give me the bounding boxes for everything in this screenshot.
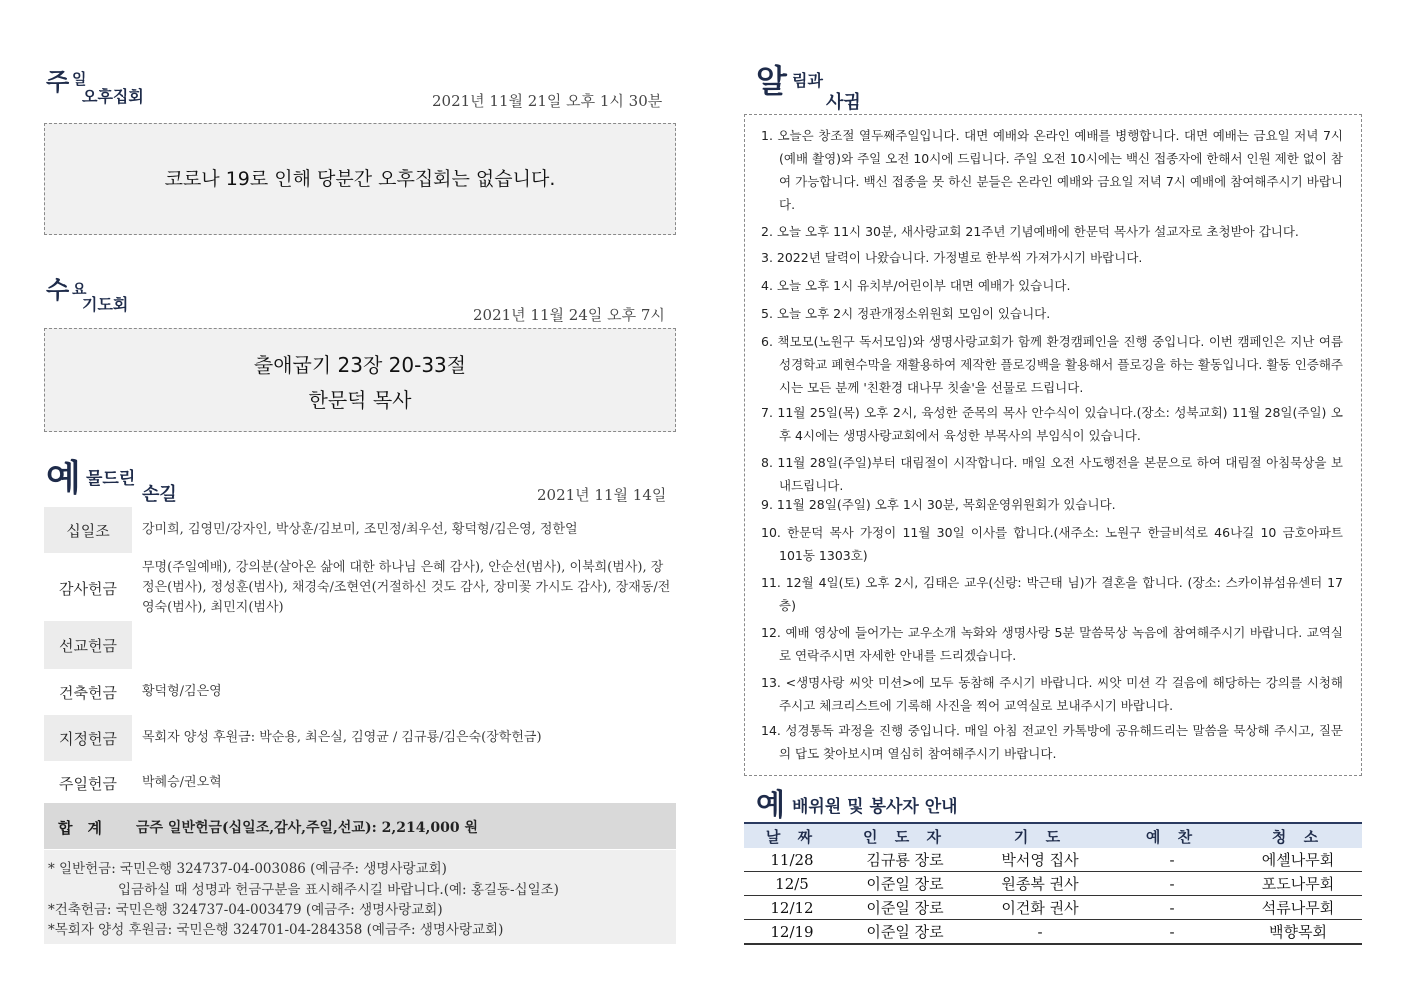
offering-value: 강미희, 김영민/강자인, 박상훈/김보미, 조민정/최우선, 황덕형/김은영, 정한얼 [142,522,578,537]
offering-date: 2021년 11월 14일 [537,486,667,504]
sunday-afternoon-date: 2021년 11월 21일 오후 1시 30분 [432,92,663,110]
offering-label: 선교헌금 [44,621,132,669]
staff-cell: 에셀나무회 [1234,848,1362,872]
staff-cell: 백향목회 [1234,920,1362,945]
wednesday-scripture: 출애굽기 23장 20-33절 [253,353,467,377]
offering-account-notes [44,850,676,944]
announcement-item [761,719,1343,765]
staff-table [744,822,1362,945]
announcements-heading [756,56,896,114]
announcement-text: 5. 오늘 오후 2시 정관개정소위원회 모임이 있습니다. [761,306,1051,321]
offering-row [44,763,676,803]
sunday-afternoon-heading [46,62,186,106]
staff-cell: 12/5 [744,872,840,896]
wednesday-prayer-heading [46,270,186,314]
announcement-item [761,302,1343,325]
staff-cell: 포도나무회 [1234,872,1362,896]
heading-part: 손길 [142,484,177,505]
account-note: 입금하실 때 성명과 헌금구분을 표시해주시길 바랍니다.(예: 홍길동-십일조) [118,882,559,898]
offering-label: 지정헌금 [44,715,132,761]
wednesday-sermon-box [44,328,676,432]
announcement-text: 2. 오늘 오후 11시 30분, 새사랑교회 21주년 기념예배에 한문덕 목사가 설교자로 초청받아 갑니다. [761,224,1299,239]
account-note: * 일반헌금: 국민은행 324737-04-003086 (예금주: 생명사랑교회) [48,861,447,877]
heading-part: 일 [72,70,87,88]
staff-cell: 이건화 권사 [970,896,1110,920]
announcement-text: 13. <생명사랑 씨앗 미션>에 모두 동참해 주시기 바랍니다. 씨앗 미션 각 걸음에 해당하는 강의를 시청해주시고 체크리스트에 기록해 사진을 찍어 교역실로 보내주시기 바랍니다. [761,675,1343,713]
staff-heading [756,780,1056,823]
staff-cell: - [1110,848,1234,872]
announcement-text: 8. 11월 28일(주일)부터 대림절이 시작합니다. 매일 오전 사도행전을 본문으로 하여 대림절 아침묵상을 보내드립니다. [761,455,1343,493]
offering-value: 박혜승/권오혁 [142,775,222,790]
offering-label: 십일조 [44,507,132,553]
staff-row [744,848,1362,872]
heading-initial: 알 [756,62,787,100]
staff-cell: - [970,920,1110,945]
staff-row [744,920,1362,945]
offering-value: 황덕형/김은영 [142,684,222,699]
announcement-item [761,330,1343,399]
staff-cell: 박서영 집사 [970,848,1110,872]
offering-total-value: 금주 일반헌금(십일조,감사,주일,선교): 2,214,000 원 [136,820,478,836]
offering-value: 목회자 양성 후원금: 박순용, 최은실, 김영균 / 김규룡/김은숙(장학헌금) [142,730,542,745]
announcement-text: 3. 2022년 달력이 나왔습니다. 가정별로 한부씩 가져가시기 바랍니다. [761,250,1143,265]
announcement-text: 4. 오늘 오후 1시 유치부/어린이부 대면 예배가 있습니다. [761,278,1071,293]
offering-label: 주일헌금 [59,774,117,793]
staff-cell: 이준일 장로 [840,896,970,920]
heading-part: 오후집회 [82,87,144,106]
staff-col-date: 날 짜 [744,823,840,848]
offering-heading [46,450,226,506]
announcement-item [761,220,1343,243]
offering-label: 건축헌금 [59,683,117,702]
offering-label: 감사헌금 [59,579,117,598]
announcement-text: 6. 책모모(노원구 독서모임)와 생명사랑교회가 함께 환경캠페인을 진행 중입니다. 이번 캠페인은 지난 여름성경학교 폐현수막을 재활용하여 제작한 플로깅백을 활용해서 플로깅을 하는 활동입니다. 활동 인증해주시는 모든 분께 '친환경 대나무 칫솔'을 선물로 드립니다. [761,334,1343,395]
announcement-item [761,521,1343,567]
heading-part: 림과 [792,71,823,90]
account-note: *목회자 양성 후원금: 국민은행 324701-04-284358 (예금주: 생명사랑교회) [48,922,504,938]
sunday-afternoon-notice: 코로나 19로 인해 당분간 오후집회는 없습니다. [164,168,556,190]
staff-row [744,896,1362,920]
offering-row [44,507,676,553]
announcements-box [744,114,1362,776]
announcement-text: 11. 12월 4일(토) 오후 2시, 김태은 교우(신랑: 박근태 님)가 결혼을 합니다. (장소: 스카이뷰섬유센터 17층) [761,575,1343,613]
announcement-item [761,451,1343,497]
announcement-item [761,671,1343,717]
wednesday-date: 2021년 11월 24일 오후 7시 [473,306,665,324]
announcement-item [761,246,1343,269]
heading-part: 물드린 [86,469,136,489]
staff-row [744,872,1362,896]
staff-cell: 석류나무회 [1234,896,1362,920]
staff-col-leader: 인 도 자 [840,823,970,848]
heading-initial: 예 [756,788,785,823]
heading-initial: 주 [46,68,70,96]
announcement-text: 12. 예배 영상에 들어가는 교우소개 녹화와 생명사랑 5분 말씀묵상 녹음에 참여해주시기 바랍니다. 교역실로 연락주시면 자세한 안내를 드리겠습니다. [761,625,1343,663]
staff-col-cleaning: 청 소 [1234,823,1362,848]
announcement-text: 7. 11월 25일(목) 오후 2시, 육성한 준목의 목사 안수식이 있습니다.(장소: 성북교회) 11월 28일(주일) 오후 4시에는 생명사랑교회에서 육성한 부목사의 부임식이 있습니다. [761,405,1343,443]
offering-row [44,557,676,619]
announcement-item [761,571,1343,617]
staff-cell: - [1110,896,1234,920]
announcement-item [761,621,1343,667]
offering-value [142,621,672,669]
staff-cell: 원종복 권사 [970,872,1110,896]
offering-total-label: 합 계 [58,819,102,837]
offering-row [44,715,676,761]
announcement-text: 14. 성경통독 과정을 진행 중입니다. 매일 아침 전교인 카톡방에 공유해드리는 말씀을 묵상해 주시고, 질문의 답도 찾아보시며 열심히 참여해주시기 바랍니다. [761,723,1343,761]
announcement-text: 9. 11월 28일(주일) 오후 1시 30분, 목회운영위원회가 있습니다. [761,497,1116,512]
staff-col-prayer: 기 도 [970,823,1110,848]
offering-total-row [44,803,676,849]
heading-part: 기도회 [82,295,129,314]
heading-part: 사귐 [826,92,861,113]
announcement-item [761,401,1343,447]
staff-header-row [744,823,1362,848]
announcement-item [761,493,1343,516]
staff-cell: - [1110,872,1234,896]
staff-cell: 이준일 장로 [840,872,970,896]
sunday-afternoon-notice-box [44,123,676,235]
offering-row [44,621,676,669]
staff-cell: 12/19 [744,920,840,945]
staff-col-praise: 예 찬 [1110,823,1234,848]
staff-cell: 12/12 [744,896,840,920]
heading-initial: 예 [46,458,81,499]
announcement-text: 10. 한문덕 목사 가정이 11월 30일 이사를 합니다.(새주소: 노원구 한글비석로 46나길 10 금호아파트 101동 1303호) [761,525,1343,563]
heading-part: 요 [72,280,87,298]
account-note: *건축헌금: 국민은행 324737-04-003479 (예금주: 생명사랑교회) [48,902,443,918]
heading-part: 배위원 및 봉사자 안내 [792,797,958,817]
staff-cell: - [1110,920,1234,945]
announcement-item [761,124,1343,216]
offering-row [44,671,676,713]
announcement-item [761,274,1343,297]
heading-initial: 수 [46,276,70,304]
staff-cell: 김규룡 장로 [840,848,970,872]
announcement-text: 1. 오늘은 창조절 열두째주일입니다. 대면 예배와 온라인 예배를 병행합니다. 대면 예배는 금요일 저녁 7시(예배 촬영)와 주일 오전 10시에 드립니다. 주일 오전 10시에는 백신 접종자에 한해서 인원 제한 없이 참여 가능합니다. 백신 접종을 못 하신 분들은 온라인 예배와 금요일 저녁 7시 예배에 참여해주시기 바랍니다. [761,128,1343,212]
staff-cell: 이준일 장로 [840,920,970,945]
offering-value: 무명(주일예배), 강의분(살아온 삶에 대한 하나님 은혜 감사), 안순선(범사), 이북희(범사), 장정은(범사), 정성훈(범사), 채경숙/조현연(거절하신 것도 감사, 장미꽃 가시도 감사), 장재동/전영숙(범사), 최민지(범사) [142,560,671,615]
wednesday-preacher: 한문덕 목사 [308,388,412,412]
staff-cell: 11/28 [744,848,840,872]
